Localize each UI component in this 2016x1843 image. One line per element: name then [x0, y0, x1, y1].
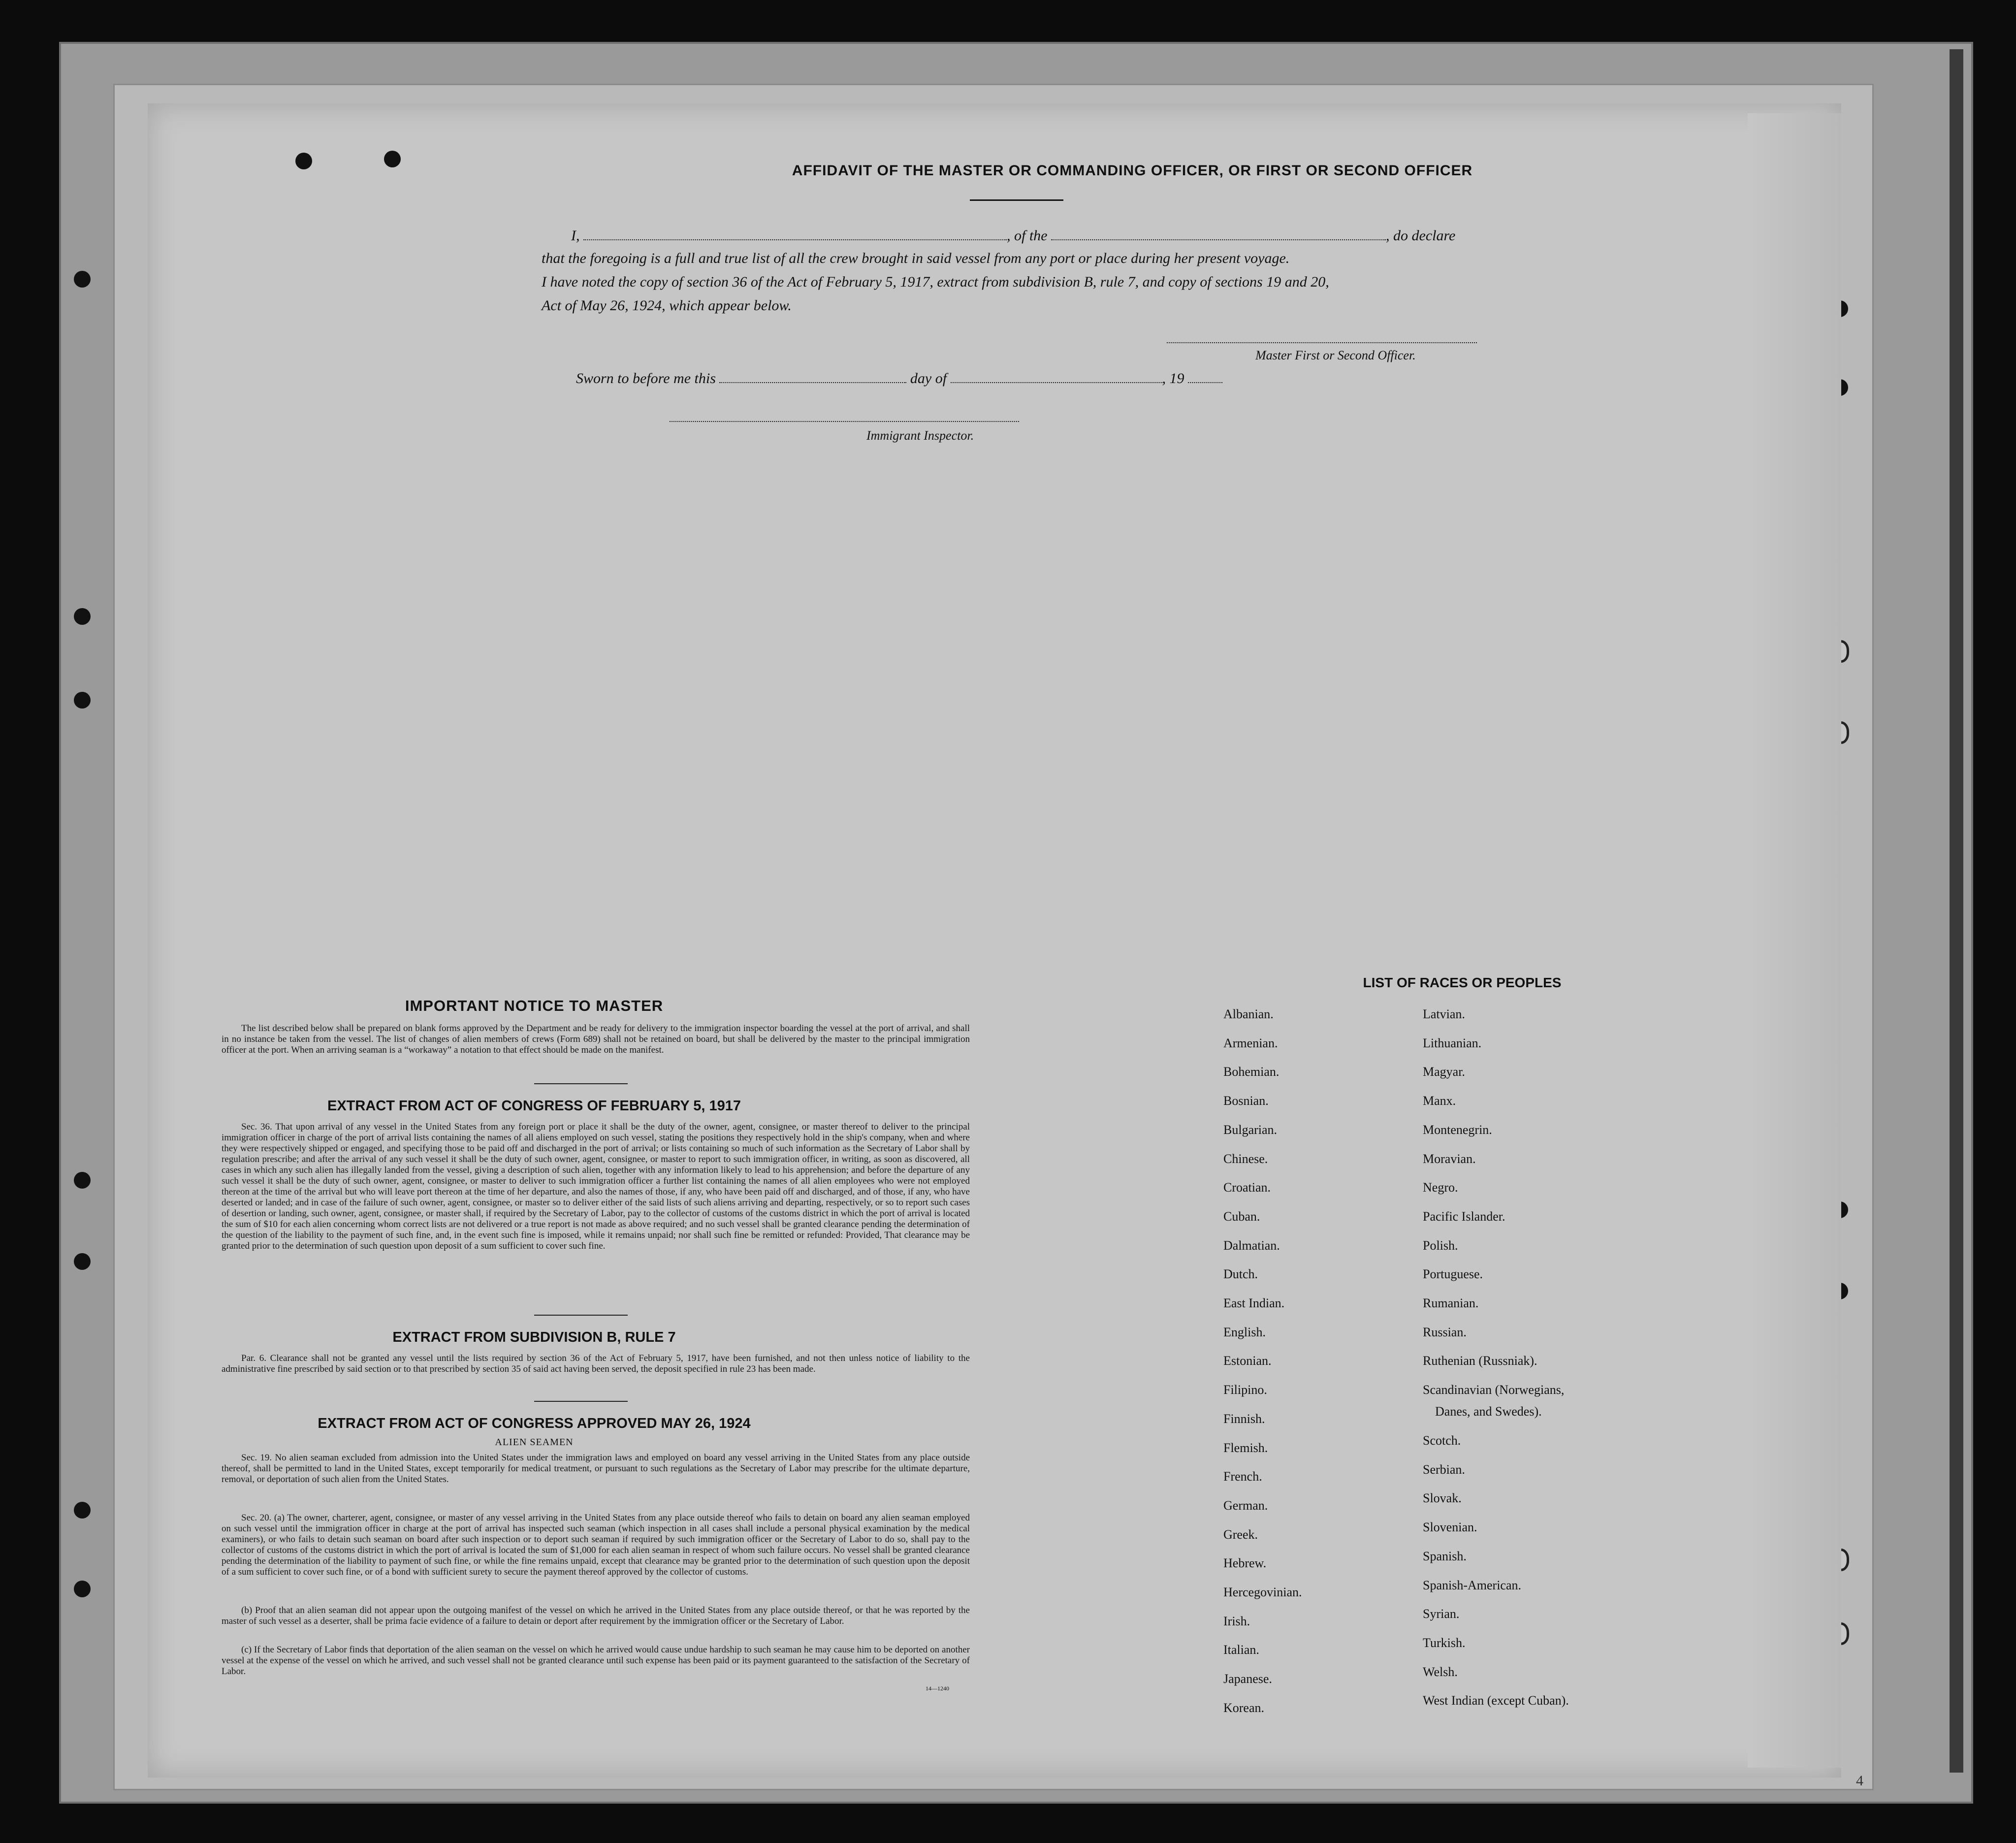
title-rule [970, 199, 1063, 201]
affidavit-line-4: Act of May 26, 1924, which appear below. [542, 297, 792, 314]
race-item: Hebrew. [1223, 1556, 1267, 1571]
race-item: East Indian. [1223, 1296, 1285, 1310]
races-title: LIST OF RACES OR PEOPLES [1363, 975, 1562, 990]
race-item: Dalmatian. [1223, 1238, 1280, 1253]
punch-hole [74, 1502, 91, 1519]
race-item: Irish. [1223, 1614, 1250, 1628]
race-item: Ruthenian (Russniak). [1423, 1354, 1537, 1368]
sworn-prefix: Sworn to before me this [576, 370, 716, 387]
race-item: Croatian. [1223, 1180, 1271, 1195]
race-item: Rumanian. [1423, 1296, 1479, 1310]
form-number: 14—1240 [926, 1685, 949, 1692]
race-item: Hercegovinian. [1223, 1585, 1302, 1599]
race-item: Armenian. [1223, 1035, 1278, 1050]
punch-hole [384, 151, 401, 167]
race-item: Syrian. [1423, 1607, 1460, 1621]
race-item: Japanese. [1223, 1672, 1272, 1686]
race-item: Bosnian. [1223, 1094, 1269, 1108]
punch-hole [74, 608, 91, 625]
race-item: Cuban. [1223, 1209, 1260, 1224]
race-item: Bulgarian. [1223, 1122, 1278, 1137]
race-item: German. [1223, 1498, 1268, 1513]
sec20c-body: (c) If the Secretary of Labor finds that deportation of the alien seaman on the vessel on which he arrived would cause undue hardship to such seaman he may cause him to be deported on another vessel at the expense of the vessel on which he arrived, and such vessel shall not be granted clearance until such expense has been paid or its payment guaranteed to the satisfaction of the Secretary of Labor. [222, 1645, 970, 1677]
punch-hole [295, 153, 312, 169]
sec19-body: Sec. 19. No alien seaman excluded from admission into the United States under the immigration laws and employed on board any vessel arriving in the United States from any place outside thereof, shall be permitted to land in the United States, except temporarily for medical treatment, or pursuant to such regulations as the Secretary of Labor may prescribe for the ultimate departure, removal, or deportation of such alien from the United States. [222, 1453, 970, 1485]
sworn-year: , 19 [1162, 370, 1184, 387]
master-caption: Master First or Second Officer. [1255, 348, 1416, 362]
sec20b-body: (b) Proof that an alien seaman did not appear upon the outgoing manifest of the vessel on which he arrived in the United States from any place outside thereof, or that he was reported by the master of such vessel as a deserter, shall be prima facie evidence of a failure to detain or deport after requirement by the immigration officer or the Secretary of Labor. [222, 1605, 970, 1626]
affidavit-title: AFFIDAVIT OF THE MASTER OR COMMANDING OFFICER, OR FIRST OR SECOND OFFICER [792, 162, 1473, 179]
race-item: Serbian. [1423, 1462, 1465, 1477]
race-item: Slovenian. [1423, 1520, 1477, 1535]
race-item: Manx. [1423, 1094, 1456, 1108]
section-rule [534, 1083, 628, 1084]
race-item: Flemish. [1223, 1440, 1268, 1455]
race-item: Bohemian. [1223, 1065, 1280, 1079]
race-item: Negro. [1423, 1180, 1458, 1195]
race-item: Pacific Islander. [1423, 1209, 1505, 1224]
race-item: Polish. [1423, 1238, 1458, 1253]
race-item: Italian. [1223, 1643, 1259, 1657]
race-item: Greek. [1223, 1527, 1258, 1542]
sworn-line [576, 369, 1222, 387]
race-item: Spanish. [1423, 1549, 1467, 1563]
extract-1924-title: EXTRACT FROM ACT OF CONGRESS APPROVED MAY 26, 1924 [318, 1416, 751, 1431]
race-item: West Indian (except Cuban). [1423, 1693, 1569, 1708]
affidavit-i: I, [571, 227, 580, 244]
master-signature-line[interactable] [1167, 342, 1477, 343]
affidavit-line-1 [571, 226, 1455, 244]
race-item: Latvian. [1423, 1007, 1465, 1021]
punch-hole [74, 1253, 91, 1270]
punch-hole [74, 1172, 91, 1189]
margin-pencil-mark: 4 [1856, 1773, 1863, 1789]
inspector-caption: Immigrant Inspector. [866, 428, 974, 443]
race-item: Chinese. [1223, 1151, 1268, 1166]
vessel-blank[interactable] [1051, 226, 1386, 240]
punch-hole [74, 1581, 91, 1597]
race-item: Spanish-American. [1423, 1578, 1522, 1592]
race-item: French. [1223, 1469, 1262, 1484]
manifest-back-page [148, 103, 1863, 1789]
extract-1917-body: Sec. 36. That upon arrival of any vessel in the United States from any foreign port or place it shall be the duty of the owner, agent, consignee, or master thereof to deliver to the principal immigration officer in charge of the port of arrival lists containing the names of all aliens employed on such vessel, stating the positions they respectively hold in the ship's company, when and where they were respectively shipped or engaged, and specifying those to be paid off and discharged in the port of arrival; or lists containing so much of such information as the Secretary of Labor shall by regulation prescribe; and after the arrival of any such vessel it shall be the duty of such owner, agent, consignee, or master to report to such immigration officer, in writing, as soon as discovered, all cases in which any such alien has illegally landed from the vessel, giving a description of such alien, together with any information likely to lead to his apprehension; and before the departure of any such vessel it shall be the duty of such owner, agent, consignee, or master to deliver to such immigration officer a further list containing the names of all alien employees who were not employed thereon at the time of the arrival but who will leave port thereon at the time of her departure, and also the names of those, if any, who have been paid off and discharged, and of those, if any, who have deserted or landed; and in case of the failure of such owner, agent, consignee, or master so to deliver either of the said lists of such aliens arriving and departing, respectively, or so to report such cases of desertion or landing, such owner, agent, consignee, or master shall, if required by the Secretary of Labor, pay to the collector of customs of the customs district in which the port of arrival is located the sum of $10 for each alien concerning whom correct lists are not delivered or a true report is not made as above required; and no such vessel shall be granted clearance pending the determination of the question of the liability to the payment of such fine, and, in the event such fine is imposed, while it remains unpaid; nor shall such fine be remitted or refunded: Provided, That clearance may be granted prior to the determination of such question upon deposit of a sum sufficient to cover such fine. [222, 1122, 970, 1251]
binder-spine [1950, 49, 1963, 1773]
sworn-day-blank[interactable] [719, 369, 906, 383]
race-item: English. [1223, 1325, 1266, 1339]
affidavit-line-2: that the foregoing is a full and true list of all the crew brought in said vessel from any port or place during her present voyage. [542, 250, 1290, 266]
sec20a-body: Sec. 20. (a) The owner, charterer, agent, consignee, or master of any vessel arriving in the United States from any place outside thereof who fails to detain on board any alien seaman employed on such vessel until the immigration officer in charge at the port of arrival has inspected such seaman (which inspection in all cases shall include a personal physical examination by the medical examiners), or who fails to detain such seaman on board after such inspection or to deport such seaman if required by such immigration officer or the Secretary of Labor to do so, shall pay to the collector of customs of the customs district in which the port of arrival is located the sum of $1,000 for each alien seaman in respect of whom such failure occurs. No vessel shall be granted clearance pending the determination of the liability to payment of such fine, or while the fine remains unpaid, except that clearance may be granted prior to the determination of such question upon the deposit of a sum sufficient to cover such fine, or of a bond with sufficient surety to secure the payment thereof approved by the collector of customs. [222, 1513, 970, 1577]
sworn-month-blank[interactable] [951, 369, 1162, 383]
race-item: Moravian. [1423, 1151, 1476, 1166]
affidavit-declare: , do declare [1386, 227, 1456, 244]
name-blank[interactable] [583, 226, 1007, 240]
race-item: Turkish. [1423, 1635, 1466, 1650]
race-item: Danes, and Swedes). [1435, 1404, 1542, 1419]
race-item: Montenegrin. [1423, 1122, 1492, 1137]
race-item: Filipino. [1223, 1383, 1267, 1397]
race-item: Magyar. [1423, 1065, 1465, 1079]
race-item: Welsh. [1423, 1664, 1458, 1679]
race-item: Albanian. [1223, 1007, 1274, 1021]
notice-body: The list described below shall be prepared on blank forms approved by the Department and be ready for delivery to the immigration inspector boarding the vessel at the port of arrival, and shall in no instance be taken from the vessel. The list of changes of alien members of crews (Form 689) shall not be retained on board, but shall be delivered by the master to the principal immigration officer at the port. When an arriving seaman is a “workaway” a notation to that effect should be made on the manifest. [222, 1023, 970, 1055]
race-item: Slovak. [1423, 1491, 1462, 1506]
sworn-year-blank[interactable] [1188, 369, 1222, 383]
sworn-day-of: day of [910, 370, 947, 387]
section-rule [534, 1315, 628, 1316]
race-item: Estonian. [1223, 1354, 1272, 1368]
alien-seamen-subtitle: ALIEN SEAMEN [495, 1437, 574, 1448]
punch-hole [74, 692, 91, 709]
race-item: Finnish. [1223, 1411, 1265, 1426]
extract-rule7-title: EXTRACT FROM SUBDIVISION B, RULE 7 [392, 1329, 676, 1345]
extract-1917-title: EXTRACT FROM ACT OF CONGRESS OF FEBRUARY 5, 1917 [327, 1098, 741, 1114]
affidavit-line-3: I have noted the copy of section 36 of the Act of February 5, 1917, extract from subdivision B, rule 7, and copy of sections 19 and 20, [542, 274, 1329, 290]
race-item: Scandinavian (Norwegians, [1423, 1383, 1565, 1397]
page-edge-shadow [1748, 113, 1841, 1768]
race-item: Korean. [1223, 1700, 1265, 1715]
race-item: Lithuanian. [1423, 1035, 1482, 1050]
race-item: Scotch. [1423, 1433, 1461, 1448]
race-item: Russian. [1423, 1325, 1467, 1339]
race-item: Portuguese. [1423, 1267, 1483, 1282]
section-rule [534, 1401, 628, 1402]
affidavit-of-the: , of the [1007, 227, 1048, 244]
notice-title: IMPORTANT NOTICE TO MASTER [405, 997, 664, 1014]
race-item: Dutch. [1223, 1267, 1258, 1282]
extract-rule7-body: Par. 6. Clearance shall not be granted any vessel until the lists required by section 36 of the Act of February 5, 1917, have been furnished, and not then unless notice of liability to the administrative fine prescribed by said section or to that prescribed by section 35 of said act having been served, the deposit specified in rule 23 has been made. [222, 1353, 970, 1374]
punch-hole [74, 271, 91, 288]
inspector-signature-line[interactable] [670, 421, 1019, 422]
